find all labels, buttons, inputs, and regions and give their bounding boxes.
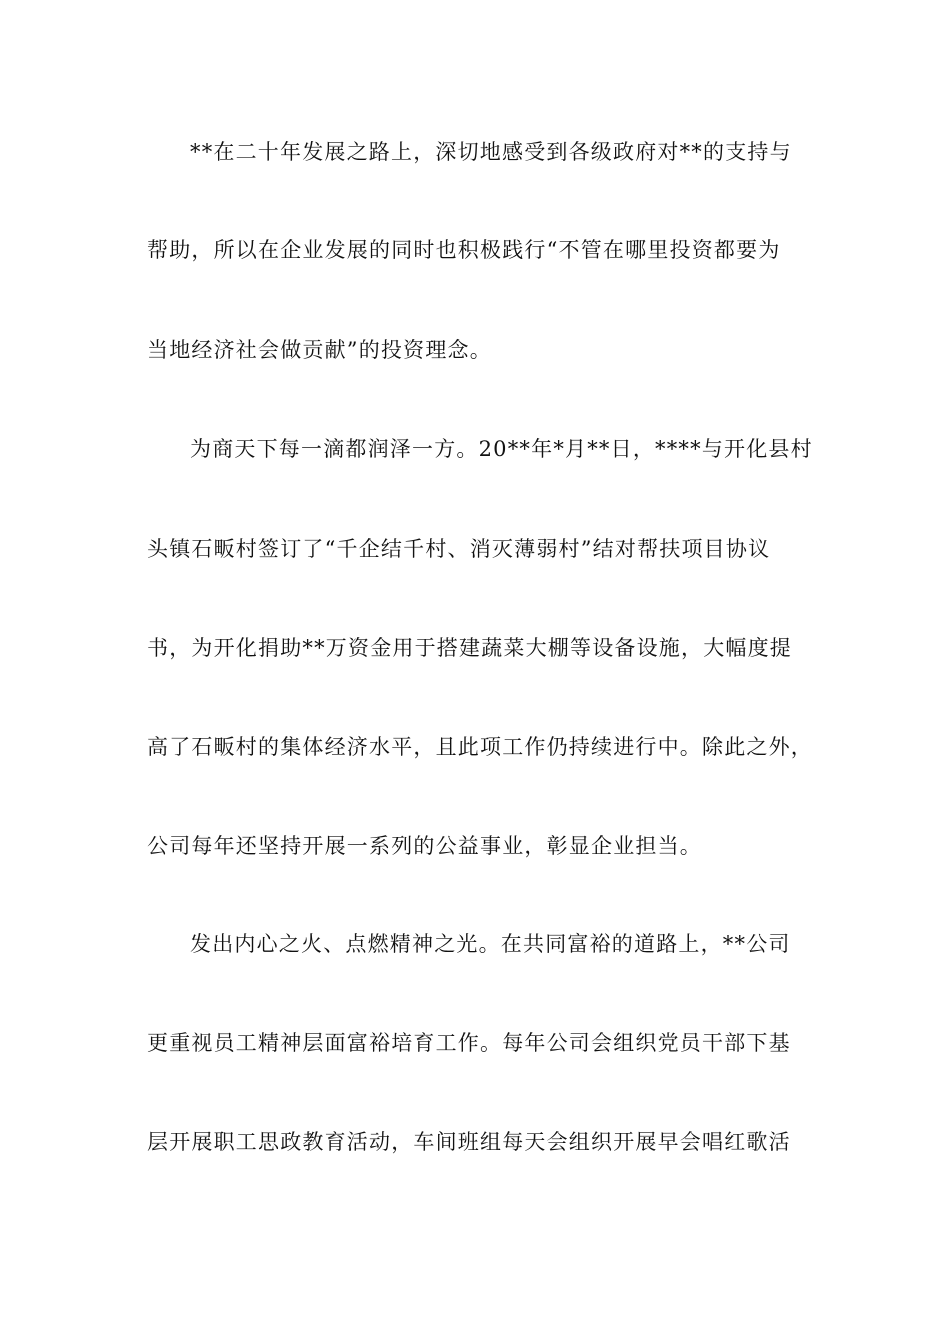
paragraph-2-line-2: 头镇石畈村签订了“千企结千村、消灭薄弱村”结对帮扶项目协议: [147, 537, 771, 561]
paragraph-2-line-4: 高了石畈村的集体经济水平，且此项工作仍持续进行中。除此之外，: [147, 735, 813, 759]
paragraph-1-line-1: **在二十年发展之路上，深切地感受到各级政府对**的支持与: [190, 140, 792, 164]
paragraph-3-line-3: 层开展职工思政教育活动，车间班组每天会组织开展早会唱红歌活: [147, 1130, 791, 1154]
paragraph-3-line-2: 更重视员工精神层面富裕培育工作。每年公司会组织党员干部下基: [147, 1031, 791, 1055]
paragraph-2-line-5: 公司每年还坚持开展一系列的公益事业，彰显企业担当。: [147, 834, 702, 858]
paragraph-1-line-2: 帮助，所以在企业发展的同时也积极践行“不管在哪里投资都要为: [147, 238, 781, 262]
paragraph-2-line-1: 为商天下每一滴都润泽一方。20**年*月**日，****与开化县村: [190, 437, 813, 461]
paragraph-1-line-3: 当地经济社会做贡献”的投资理念。: [147, 338, 492, 362]
paragraph-2-line-3: 书，为开化捐助**万资金用于搭建蔬菜大棚等设备设施，大幅度提: [147, 636, 792, 660]
paragraph-3-line-1: 发出内心之火、点燃精神之光。在共同富裕的道路上，**公司: [190, 932, 791, 956]
